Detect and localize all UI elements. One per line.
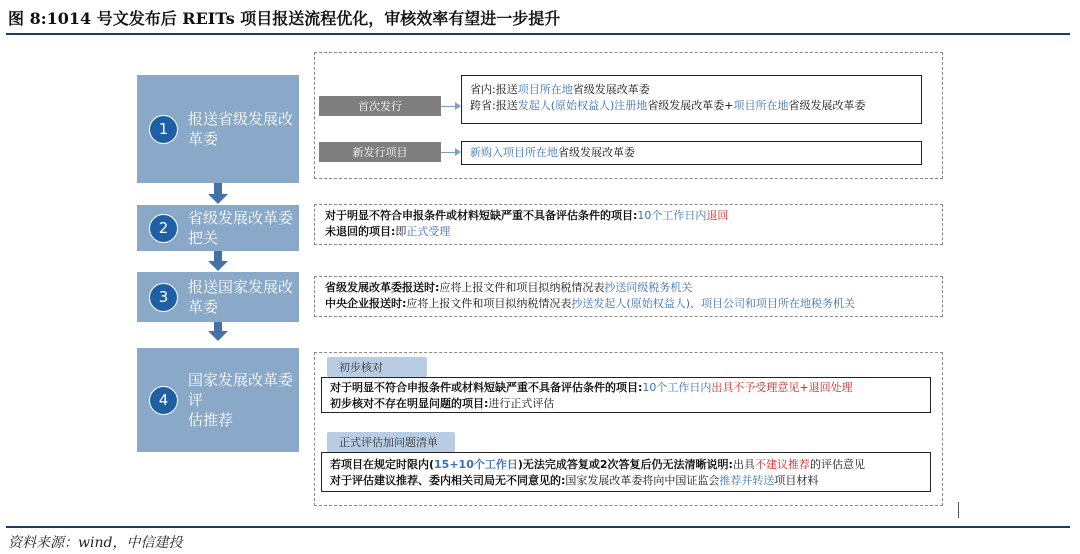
connector-line <box>441 106 455 107</box>
source-note: 资料来源：wind，中信建投 <box>8 535 183 551</box>
divider-tick <box>958 502 959 518</box>
preliminary-check-box: 对于明显不符合申报条件或材料短缺严重不具备评估条件的项目:10个工作日内出具不予受理意见+退回处理 初步核对不存在明显问题的项目:进行正式评估 <box>321 377 931 413</box>
step-4-label: 国家发展改革委评 估推荐 <box>188 371 294 429</box>
step-4-block <box>137 348 299 452</box>
step-3-block <box>137 272 299 322</box>
figure-title: 图 8:1014 号文发布后 REITs 项目报送流程优化，审核效率有望进一步提升 <box>8 9 561 28</box>
step-number-1: 1 <box>149 115 178 144</box>
step-number-4: 4 <box>149 386 178 415</box>
step-2-label: 省级发展改革委把关 <box>188 209 294 247</box>
step-1-label: 报送省级发展改革委 <box>188 110 294 148</box>
connector-line <box>441 152 455 153</box>
tag-new-project: 新发行项目 <box>319 142 441 162</box>
tag-formal-assessment: 正式评估加问题清单 <box>327 432 455 452</box>
step-2-block <box>137 205 299 251</box>
step-number-3: 3 <box>149 283 178 312</box>
bottom-rule <box>6 526 1070 528</box>
step-2-detail-panel: 对于明显不符合申报条件或材料短缺严重不具备评估条件的项目:10个工作日内退回 未退回的项目:即正式受理 <box>314 204 943 245</box>
down-arrow-icon <box>208 261 228 271</box>
down-arrow-icon <box>208 331 228 341</box>
top-rule <box>6 33 1070 35</box>
tag-first-issue: 首次发行 <box>319 96 441 116</box>
step-3-label: 报送国家发展改革委 <box>188 278 294 316</box>
new-project-box: 新购入项目所在地省级发展改革委 <box>461 141 922 165</box>
tag-preliminary-check: 初步核对 <box>327 357 427 377</box>
step-1-block <box>137 75 299 183</box>
first-issue-box: 省内:报送项目所在地省级发展改革委 跨省:报送发起人(原始权益人)注册地省级发展改革委+项目所在地省级发展改革委 <box>461 75 922 124</box>
formal-assessment-box: 若项目在规定时限内(15+10个工作日)无法完成答复或2次答复后仍无法清晰说明:出具不建议推荐的评估意见 对于评估建议推荐、委内相关司局无不同意见的:国家发展改革委将向中国证监会推荐并转送项目材料 <box>321 452 931 492</box>
down-arrow-icon <box>208 194 228 204</box>
step-3-detail-panel: 省级发展改革委报送时:应将上报文件和项目拟纳税情况表抄送同级税务机关 中央企业报送时:应将上报文件和项目拟纳税情况表抄送发起人(原始权益人)、项目公司和项目所在地税务机关 <box>314 276 943 317</box>
step-number-2: 2 <box>149 214 178 243</box>
